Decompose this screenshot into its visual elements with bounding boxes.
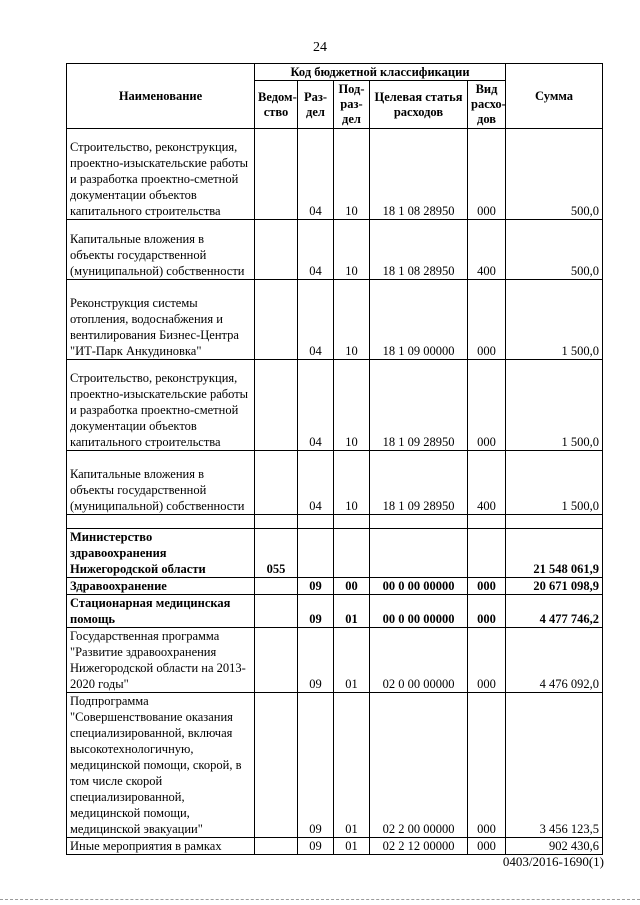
row-section (298, 529, 334, 578)
table-row (67, 693, 603, 838)
row-type: 000 (468, 838, 506, 855)
header-sum: Сумма (506, 64, 603, 129)
row-section: 04 (298, 220, 334, 280)
row-name: Подпрограмма "Совершенствование оказания специализированной, включая высокотехнологичную, медицинской помощи, скорой, в том числе скорой специализированной, медицинской помощи, медицинской эвакуации" (67, 693, 255, 838)
row-target: 18 1 08 28950 (370, 220, 468, 280)
row-section: 04 (298, 451, 334, 515)
row-type: 000 (468, 129, 506, 220)
table-row (67, 628, 603, 693)
row-type: 000 (468, 360, 506, 451)
row-section: 09 (298, 595, 334, 628)
row-type: 400 (468, 451, 506, 515)
row-subsection: 10 (334, 220, 370, 280)
row-sum: 1 500,0 (506, 360, 603, 451)
table-row (67, 838, 603, 855)
scan-edge-divider (0, 899, 640, 903)
row-subsection: 10 (334, 129, 370, 220)
table-row (67, 129, 603, 220)
row-section: 09 (298, 628, 334, 693)
row-name: Строительство, реконструкция, проектно-изыскательские работы и разработка проектно-сметной документации объектов капитального строительства (67, 360, 255, 451)
document-code: 0403/2016-1690(1) (502, 854, 604, 869)
table-row (67, 280, 603, 360)
row-target: 00 0 00 00000 (370, 595, 468, 628)
row-name: Иные мероприятия в рамках (67, 838, 255, 855)
table-row (67, 360, 603, 451)
header-dept: Ведом-ство (255, 81, 298, 129)
row-name: Реконструкция системы отопления, водоснабжения и вентилирования Бизнес-Центра "ИТ-Парк Анкудиновка" (67, 280, 255, 360)
row-dept: 055 (255, 529, 298, 578)
table-row (67, 220, 603, 280)
row-target: 02 2 00 00000 (370, 693, 468, 838)
row-dept (255, 129, 298, 220)
row-type: 000 (468, 578, 506, 595)
row-sum: 1 500,0 (506, 280, 603, 360)
row-target (370, 529, 468, 578)
table-row-blank (67, 515, 603, 529)
header-target: Целевая статья расходов (370, 81, 468, 129)
row-section: 04 (298, 360, 334, 451)
row-target: 02 0 00 00000 (370, 628, 468, 693)
budget-table (66, 63, 603, 855)
header-section: Раз-дел (298, 81, 334, 129)
row-sum: 902 430,6 (506, 838, 603, 855)
row-sum: 21 548 061,9 (506, 529, 603, 578)
row-sum: 500,0 (506, 129, 603, 220)
row-sum: 4 477 746,2 (506, 595, 603, 628)
header-name: Наименование (67, 64, 255, 129)
row-subsection: 01 (334, 838, 370, 855)
row-section: 04 (298, 280, 334, 360)
row-type: 000 (468, 628, 506, 693)
row-type: 000 (468, 280, 506, 360)
row-name: Строительство, реконструкция, проектно-изыскательские работы и разработка проектно-сметной документации объектов капитального строительства (67, 129, 255, 220)
row-target: 18 1 09 28950 (370, 360, 468, 451)
row-section: 09 (298, 693, 334, 838)
row-sum: 20 671 098,9 (506, 578, 603, 595)
row-target: 02 2 12 00000 (370, 838, 468, 855)
row-name: Капитальные вложения в объекты государственной (муниципальной) собственности (67, 220, 255, 280)
row-target: 18 1 09 00000 (370, 280, 468, 360)
row-name: Стационарная медицинская помощь (67, 595, 255, 628)
row-dept (255, 578, 298, 595)
row-name: Государственная программа "Развитие здравоохранения Нижегородской области на 2013-2020 годы" (67, 628, 255, 693)
table-row (67, 529, 603, 578)
row-dept (255, 451, 298, 515)
row-subsection: 01 (334, 693, 370, 838)
row-name: Министерство здравоохранения Нижегородской области (67, 529, 255, 578)
row-subsection (334, 529, 370, 578)
table-row (67, 595, 603, 628)
row-subsection: 10 (334, 360, 370, 451)
table-row (67, 451, 603, 515)
row-dept (255, 628, 298, 693)
row-subsection: 01 (334, 628, 370, 693)
header-expense-type: Вид расхо-дов (468, 81, 506, 129)
row-sum: 500,0 (506, 220, 603, 280)
row-target: 18 1 08 28950 (370, 129, 468, 220)
row-subsection: 10 (334, 280, 370, 360)
row-name: Здравоохранение (67, 578, 255, 595)
header-classification-group: Код бюджетной классификации (255, 64, 506, 81)
row-target: 18 1 09 28950 (370, 451, 468, 515)
row-section: 04 (298, 129, 334, 220)
row-section: 09 (298, 838, 334, 855)
row-type: 400 (468, 220, 506, 280)
table-row (67, 578, 603, 595)
row-name: Капитальные вложения в объекты государственной (муниципальной) собственности (67, 451, 255, 515)
row-sum: 1 500,0 (506, 451, 603, 515)
row-type: 000 (468, 693, 506, 838)
row-subsection: 01 (334, 595, 370, 628)
row-dept (255, 693, 298, 838)
row-dept (255, 360, 298, 451)
page-number: 24 (313, 40, 327, 55)
row-subsection: 10 (334, 451, 370, 515)
row-target: 00 0 00 00000 (370, 578, 468, 595)
row-sum: 4 476 092,0 (506, 628, 603, 693)
row-dept (255, 595, 298, 628)
row-section: 09 (298, 578, 334, 595)
row-dept (255, 280, 298, 360)
row-subsection: 00 (334, 578, 370, 595)
row-dept (255, 220, 298, 280)
row-sum: 3 456 123,5 (506, 693, 603, 838)
header-subsection: Под-раз-дел (334, 81, 370, 129)
row-type: 000 (468, 595, 506, 628)
row-dept (255, 838, 298, 855)
row-type (468, 529, 506, 578)
